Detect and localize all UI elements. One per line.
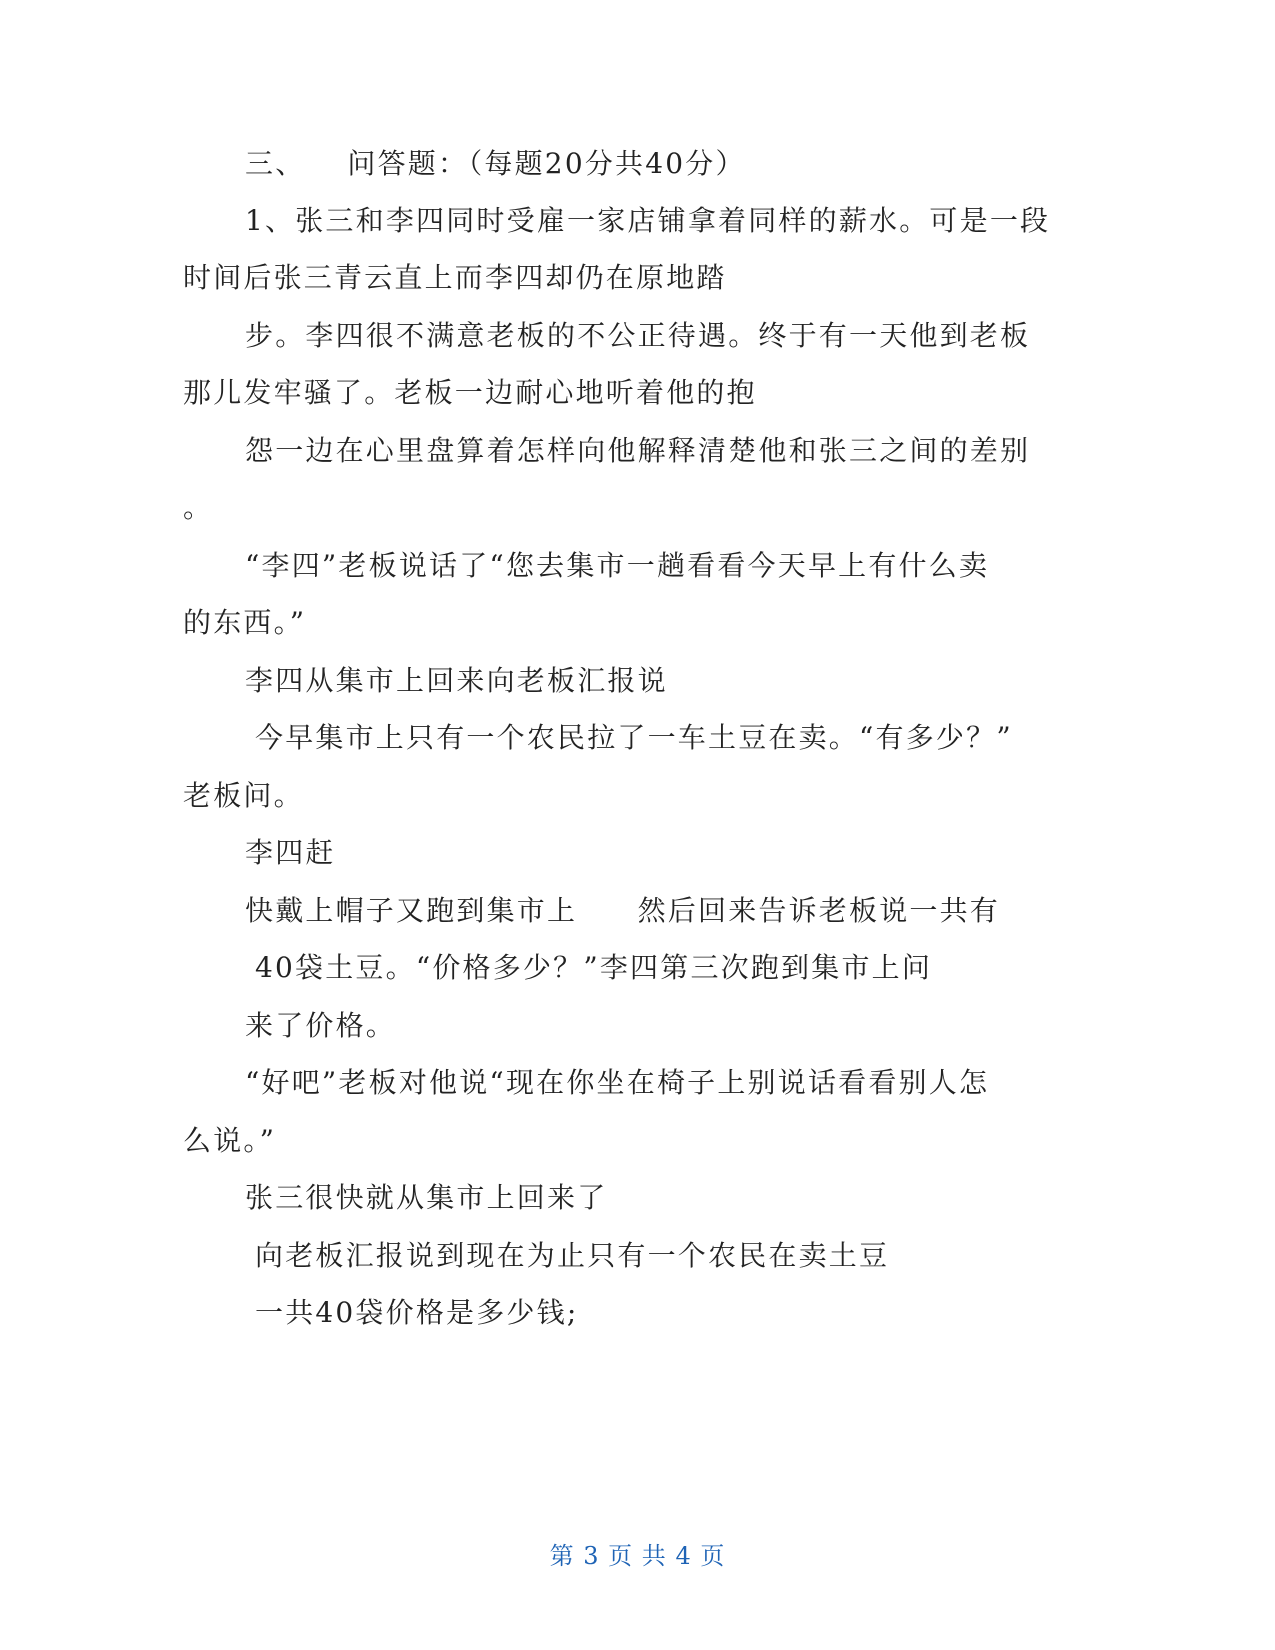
page-footer [0, 1541, 1275, 1571]
paragraph-line: 1、张三和李四同时受雇一家店铺拿着同样的薪水。可是一段 [245, 204, 1051, 237]
page-number-label: 第 3 页 共 4 页 [549, 1542, 726, 1570]
paragraph-line: 么说。” [183, 1124, 277, 1157]
paragraph-line: 。 [183, 491, 214, 524]
paragraph-line: 今早集市上只有一个农民拉了一车土豆在卖。“有多少？” [255, 721, 1013, 754]
paragraph-line: 快戴上帽子又跑到集市上 然后回来告诉老板说一共有 [245, 894, 1001, 927]
paragraph-line: 张三很快就从集市上回来了 [245, 1181, 608, 1214]
paragraph-line: 怨一边在心里盘算着怎样向他解释清楚他和张三之间的差别 [245, 434, 1031, 467]
paragraph-line: 老板问。 [183, 779, 304, 812]
paragraph-line: 那儿发牢骚了。老板一边耐心地听着他的抱 [183, 376, 757, 409]
paragraph-line: 李四从集市上回来向老板汇报说 [245, 664, 668, 697]
paragraph-line: 步。李四很不满意老板的不公正待遇。终于有一天他到老板 [245, 319, 1031, 352]
paragraph-line: 一共40袋价格是多少钱; [255, 1296, 579, 1329]
paragraph-line: 李四赶 [245, 836, 336, 869]
paragraph-line: “好吧”老板对他说“现在你坐在椅子上别说话看看别人怎 [245, 1066, 990, 1099]
paragraph-line: 40袋土豆。“价格多少？”李四第三次跑到集市上问 [255, 951, 933, 984]
paragraph-line: “李四”老板说话了“您去集市一趟看看今天早上有什么卖 [245, 549, 990, 582]
paragraph-line: 向老板汇报说到现在为止只有一个农民在卖土豆 [255, 1239, 890, 1272]
section-title: 问答题：（每题20分共40分） [347, 147, 746, 180]
paragraph-line: 的东西。” [183, 606, 307, 639]
paragraph-line: 时间后张三青云直上而李四却仍在原地踏 [183, 261, 727, 294]
paragraph-line: 来了价格。 [245, 1009, 397, 1042]
section-number: 三、 [245, 147, 306, 180]
section-heading [245, 146, 746, 182]
